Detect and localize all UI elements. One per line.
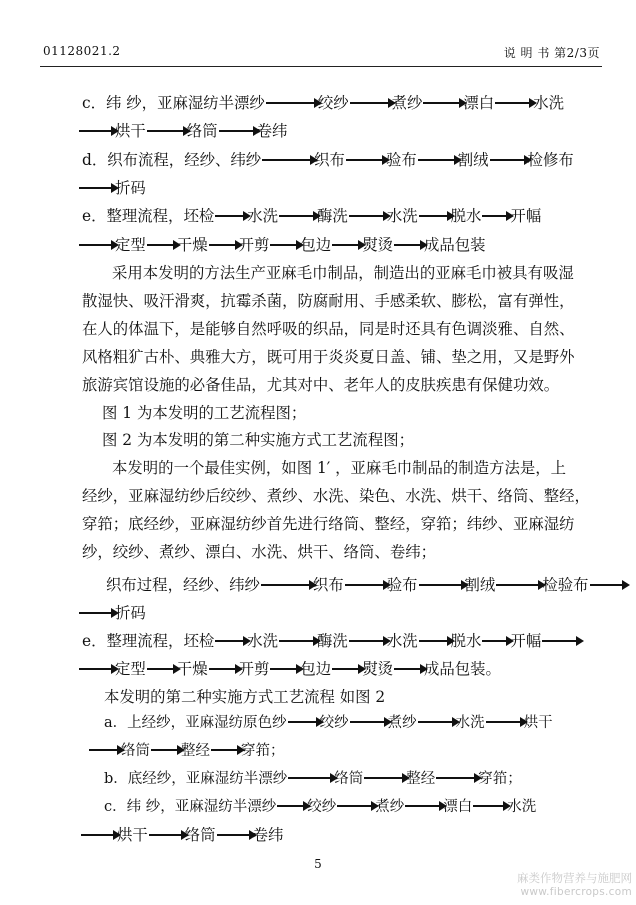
line-text: 风格粗犷古朴、典雅大方，既可用于炎炎夏日盖、铺、垫之用，又是野外 [82, 348, 575, 366]
flow-arrow-icon [482, 215, 508, 217]
flow-arrow-icon [215, 640, 245, 642]
text-line [104, 797, 536, 817]
line-text: 络筒 [121, 743, 150, 759]
text-line [82, 631, 580, 651]
text-line [82, 291, 575, 311]
line-text: 络筒 [186, 122, 218, 140]
line-text: 穿筘； [478, 771, 522, 787]
line-text: 水洗 [247, 632, 279, 650]
line-text: 烘干 [117, 826, 148, 844]
line-text: 漂白 [443, 799, 473, 815]
line-text: 煮纱 [391, 94, 423, 112]
line-text: 验布 [386, 576, 418, 594]
line-text: 定型 [115, 660, 146, 678]
text-line [82, 93, 564, 113]
flow-arrow-icon [217, 834, 251, 836]
text-line [112, 458, 566, 478]
line-text: 本发明的一个最佳实例，如图 1′ ，亚麻毛巾制品的制造方法是，上 [112, 459, 567, 477]
flow-arrow-icon [350, 102, 390, 104]
line-text: 绞纱 [317, 94, 349, 112]
flow-arrow-icon [270, 668, 298, 670]
line-text: 漂白 [463, 94, 495, 112]
line-text: 酶洗 [317, 632, 348, 650]
line-text: 水洗 [386, 632, 418, 650]
flow-arrow-icon [79, 668, 113, 670]
line-text: 织布 [314, 151, 345, 169]
line-text: 割绒 [457, 151, 489, 169]
text-line [82, 514, 575, 534]
watermark-url: www.fibercrops.com [520, 886, 632, 898]
flow-arrow-icon [211, 749, 239, 751]
flow-arrow-icon [419, 215, 449, 217]
flow-arrow-icon [209, 668, 237, 670]
flow-arrow-icon [147, 668, 175, 670]
flow-arrow-icon [394, 668, 422, 670]
line-text: e．整理流程，坯检 [82, 207, 215, 225]
flow-arrow-icon [332, 244, 360, 246]
flow-arrow-icon [364, 777, 404, 779]
line-text: 酶洗 [317, 207, 348, 225]
line-text: 成品包装。 [423, 660, 501, 678]
flow-arrow-icon [279, 640, 315, 642]
line-text: 验布 [385, 151, 417, 169]
line-text: 脱水 [450, 207, 482, 225]
line-text: 卷纬 [256, 122, 288, 140]
flow-arrow-icon [405, 805, 441, 807]
line-text: 图 2 为本发明的第二种实施方式工艺流程图； [102, 431, 414, 449]
text-line [78, 603, 146, 623]
flow-arrow-icon [436, 777, 476, 779]
line-text: 卷纬 [252, 826, 284, 844]
line-text: 检验布 [542, 576, 589, 594]
line-text: 水洗 [455, 715, 485, 731]
text-line [80, 825, 283, 845]
line-text: c．纬 纱，亚麻湿纺半漂纱 [104, 799, 277, 815]
text-line [82, 375, 559, 395]
text-line [82, 206, 541, 226]
flow-arrow-icon [419, 584, 463, 586]
line-text: 整经 [181, 743, 210, 759]
flow-arrow-icon [496, 584, 540, 586]
line-text: 熨烫 [362, 236, 393, 254]
flow-arrow-icon [266, 102, 316, 104]
flow-arrow-icon [346, 159, 384, 161]
flow-arrow-icon [149, 834, 183, 836]
flow-arrow-icon [423, 102, 461, 104]
flow-arrow-icon [349, 215, 385, 217]
line-text: 穿筘；底经纱，亚麻湿纺纱首先进行络筒、整经，穿筘；纬纱、亚麻湿纺 [82, 515, 575, 533]
flow-arrow-icon [418, 159, 456, 161]
text-line [82, 486, 590, 506]
flow-arrow-icon [79, 187, 113, 189]
line-text: 折码 [115, 604, 146, 622]
line-text: 采用本发明的方法生产亚麻毛巾制品，制造出的亚麻毛巾被具有吸湿 [112, 264, 574, 282]
header-rule [40, 66, 602, 67]
line-text: 熨烫 [362, 660, 393, 678]
text-line [78, 121, 287, 141]
flow-arrow-icon [345, 584, 385, 586]
flow-arrow-icon [215, 215, 245, 217]
text-line [104, 713, 553, 733]
line-text: b．底经纱，亚麻湿纺半漂纱 [104, 771, 288, 787]
flow-arrow-icon [473, 805, 505, 807]
document-type: 说 明 书 [503, 46, 550, 60]
text-line [102, 430, 414, 450]
flow-arrow-icon [490, 159, 526, 161]
line-text: 开剪 [238, 236, 270, 254]
line-text: 折码 [115, 179, 146, 197]
flow-arrow-icon [262, 159, 312, 161]
document-number: 01128021.2 [43, 44, 121, 58]
line-text: 水洗 [533, 94, 564, 112]
flow-arrow-icon [337, 805, 373, 807]
text-line [82, 319, 575, 339]
line-text: 开幅 [510, 632, 542, 650]
flow-arrow-icon [590, 584, 624, 586]
line-text: 成品包装 [423, 236, 486, 254]
line-text: e．整理流程，坯检 [82, 632, 215, 650]
text-line [106, 575, 626, 595]
line-text: 包边 [300, 660, 332, 678]
header-right [504, 44, 600, 61]
line-text: 经纱，亚麻湿纺纱后绞纱、煮纱、水洗、染色、水洗、烘干、络筒、整经， [82, 487, 590, 505]
text-line [104, 769, 522, 789]
line-text: d．织布流程，经纱、纬纱 [82, 151, 262, 169]
flow-arrow-icon [486, 721, 522, 723]
flow-arrow-icon [147, 130, 185, 132]
flow-arrow-icon [482, 640, 508, 642]
flow-arrow-icon [79, 612, 113, 614]
flow-arrow-icon [79, 244, 113, 246]
line-text: 检修布 [527, 151, 574, 169]
flow-arrow-icon [79, 130, 113, 132]
text-line [82, 347, 575, 367]
text-line [88, 741, 285, 761]
line-text: 络筒 [184, 826, 216, 844]
line-text: 络筒 [334, 771, 364, 787]
flow-arrow-icon [219, 130, 255, 132]
text-line [82, 150, 574, 170]
line-text: 水洗 [507, 799, 537, 815]
line-text: 水洗 [386, 207, 418, 225]
flow-arrow-icon [288, 777, 332, 779]
line-text: c．纬 纱，亚麻湿纺半漂纱 [82, 94, 265, 112]
line-text: 旅游宾馆设施的必备佳品，尤其对中、老年人的皮肤疾患有保健功效。 [82, 376, 560, 394]
page-number: 5 [314, 857, 322, 871]
line-text: 脱水 [450, 632, 482, 650]
line-text: 割绒 [464, 576, 496, 594]
line-text: 整经 [406, 771, 436, 787]
line-text: 水洗 [247, 207, 279, 225]
flow-arrow-icon [349, 640, 385, 642]
flow-arrow-icon [495, 102, 531, 104]
line-text: 煮纱 [375, 799, 405, 815]
line-text: 织布 [312, 576, 344, 594]
line-text: 开幅 [510, 207, 542, 225]
text-line [112, 263, 574, 283]
line-text: 纱，绞纱、煮纱、漂白、水洗、烘干、络筒、卷纬； [82, 543, 436, 561]
line-text: 散湿快、吸汗滑爽，抗霉杀菌，防腐耐用、手感柔软、膨松，富有弹性， [82, 292, 575, 310]
line-text: 本发明的第二种实施方式工艺流程 如图 2 [104, 688, 386, 706]
text-line [78, 235, 486, 255]
flow-arrow-icon [394, 244, 422, 246]
line-text: 烘干 [523, 715, 553, 731]
text-line [82, 542, 436, 562]
flow-arrow-icon [209, 244, 237, 246]
flow-arrow-icon [288, 721, 318, 723]
text-line [78, 178, 146, 198]
line-text: 烘干 [115, 122, 146, 140]
watermark-site-name: 麻类作物营养与施肥网 [517, 871, 632, 885]
page-info: 第2/3页 [554, 46, 600, 60]
flow-arrow-icon [81, 834, 115, 836]
line-text: 图 1 为本发明的工艺流程图； [102, 404, 307, 422]
line-text: 绞纱 [307, 799, 337, 815]
line-text: 穿筘； [241, 743, 285, 759]
flow-arrow-icon [350, 721, 386, 723]
line-text: 干燥 [176, 660, 208, 678]
text-line [102, 403, 306, 423]
line-text: 定型 [115, 236, 146, 254]
flow-arrow-icon [542, 640, 578, 642]
text-line [104, 687, 385, 707]
flow-arrow-icon [270, 244, 298, 246]
flow-arrow-icon [151, 749, 179, 751]
line-text: 包边 [300, 236, 332, 254]
flow-arrow-icon [261, 584, 311, 586]
flow-arrow-icon [147, 244, 175, 246]
flow-arrow-icon [89, 749, 119, 751]
line-text: 开剪 [238, 660, 270, 678]
line-text: 织布过程，经纱、纬纱 [106, 576, 260, 594]
line-text: 绞纱 [319, 715, 349, 731]
flow-arrow-icon [332, 668, 360, 670]
flow-arrow-icon [277, 805, 305, 807]
text-line [78, 659, 501, 679]
line-text: a．上经纱，亚麻湿纺原色纱 [104, 715, 287, 731]
line-text: 煮纱 [387, 715, 417, 731]
flow-arrow-icon [419, 640, 449, 642]
flow-arrow-icon [418, 721, 454, 723]
line-text: 在人的体温下，是能够自然呼吸的织品，同是时还具有色调淡雅、自然、 [82, 320, 575, 338]
flow-arrow-icon [279, 215, 315, 217]
line-text: 干燥 [176, 236, 208, 254]
